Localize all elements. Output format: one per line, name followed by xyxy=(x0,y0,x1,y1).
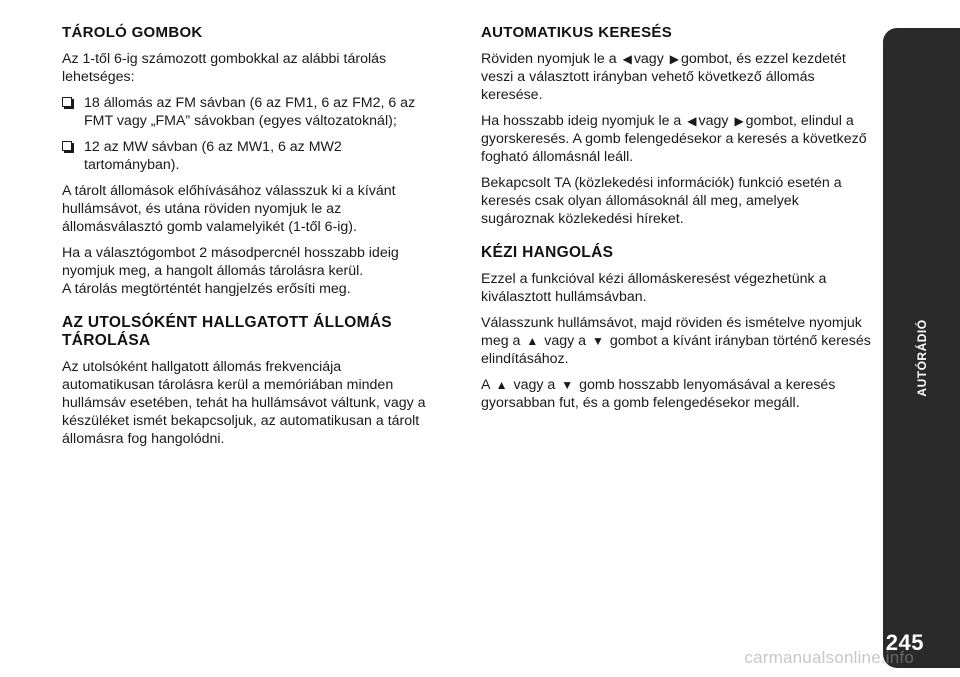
chapter-tab-label: AUTÓRÁDIÓ xyxy=(914,319,929,397)
section-heading-storage-buttons: TÁROLÓ GOMBOK xyxy=(62,24,203,41)
auto-search-paragraph-3: Bekapcsolt TA (közlekedési információk) funkció esetén a keresés csak olyan állomásoknál áll meg, amelyek sugároznak közlekedési híreket. xyxy=(481,175,842,227)
list-item xyxy=(62,94,432,130)
last-station-paragraph: Az utolsóként hallgatott állomás frekvenciája automatikusan tárolásra kerül a memóriában minden hullámsáv esetében, tehát ha hullámsávot váltunk, vagy a készüléket ismét bekapcsoljuk, az automatikusan a tárolt állomásra fog hangolódni. xyxy=(62,359,426,447)
heading-line-1: AZ UTOLSÓKÉNT HALLGATOTT ÁLLOMÁS xyxy=(62,314,392,331)
section-heading-last-station xyxy=(62,314,432,350)
manual-tuning-paragraph-2 xyxy=(481,314,876,368)
section-heading-manual-tuning: KÉZI HANGOLÁS xyxy=(481,244,614,261)
text: gomb hosszabb lenyomásával a keresés gyorsabban fut, és a gomb felengedésekor megáll. xyxy=(481,377,836,411)
right-arrow-icon: ▶ xyxy=(669,52,679,66)
store-confirm-text: A tárolás megtörténtét hangjelzés erősíti meg. xyxy=(62,281,351,297)
list-item xyxy=(62,138,432,174)
text: Válasszunk hullámsávot, majd röviden és ismételve nyomjuk meg a xyxy=(481,315,862,349)
text: vagy xyxy=(698,113,729,129)
left-arrow-icon: ◀ xyxy=(622,52,632,66)
down-arrow-icon: ▼ xyxy=(592,334,604,348)
watermark: carmanualsonline.info xyxy=(744,648,914,667)
right-arrow-icon: ▶ xyxy=(734,114,744,128)
list-item-text: 18 állomás az FM sávban (6 az FM1, 6 az FM2, 6 az FMT vagy „FMA” sávokban (egyes változatoknál); xyxy=(84,95,416,129)
text: Röviden nyomjuk le a xyxy=(481,51,617,67)
manual-tuning-paragraph-3 xyxy=(481,376,876,412)
section-heading-auto-search: AUTOMATIKUS KERESÉS xyxy=(481,24,672,41)
text: gombot, elindul a gyorskeresés. A gomb felengedésekor a keresés a következő fogható állomásnál leáll. xyxy=(481,113,867,165)
right-column xyxy=(481,24,876,420)
text: vagy xyxy=(633,51,664,67)
text: vagy a xyxy=(513,377,556,393)
manual-tuning-paragraph-1: Ezzel a funkcióval kézi állomáskeresést végezhetünk a kiválasztott hullámsávban. xyxy=(481,271,827,305)
storage-intro: Az 1-től 6-ig számozott gombokkal az alábbi tárolás lehetséges: xyxy=(62,51,387,85)
list-item-text: 12 az MW sávban (6 az MW1, 6 az MW2 tartományban). xyxy=(84,139,342,173)
recall-paragraph: A tárolt állomások előhívásához válasszuk ki a kívánt hullámsávot, és utána röviden nyomjuk le az állomásválasztó gomb valamelyikét (1-től 6-ig). xyxy=(62,183,396,235)
up-arrow-icon: ▲ xyxy=(526,334,539,348)
checkbox-bullet-icon xyxy=(62,97,72,107)
heading-line-2: TÁROLÁSA xyxy=(62,332,151,349)
left-arrow-icon: ◀ xyxy=(687,114,697,128)
page-number: 245 xyxy=(885,630,924,655)
down-arrow-icon: ▼ xyxy=(561,378,574,392)
up-arrow-icon: ▲ xyxy=(495,378,508,392)
auto-search-paragraph-2 xyxy=(481,112,876,166)
checkbox-bullet-icon xyxy=(62,141,72,151)
left-column xyxy=(62,24,432,456)
store-text: Ha a választógombot 2 másodpercnél hosszabb ideig nyomjuk meg, a hangolt állomás tárolásra kerül. xyxy=(62,245,399,279)
text: Ha hosszabb ideig nyomjuk le a xyxy=(481,113,682,129)
text: gombot a kívánt irányban történő keresés elindításához. xyxy=(481,333,871,367)
text: A xyxy=(481,377,490,393)
text: gombot, és ezzel kezdetét veszi a választott irányban vehető következő állomás keresése. xyxy=(481,51,846,103)
chapter-tab xyxy=(883,28,960,668)
auto-search-paragraph-1 xyxy=(481,50,876,104)
text: vagy a xyxy=(544,333,587,349)
store-paragraph xyxy=(62,244,432,298)
